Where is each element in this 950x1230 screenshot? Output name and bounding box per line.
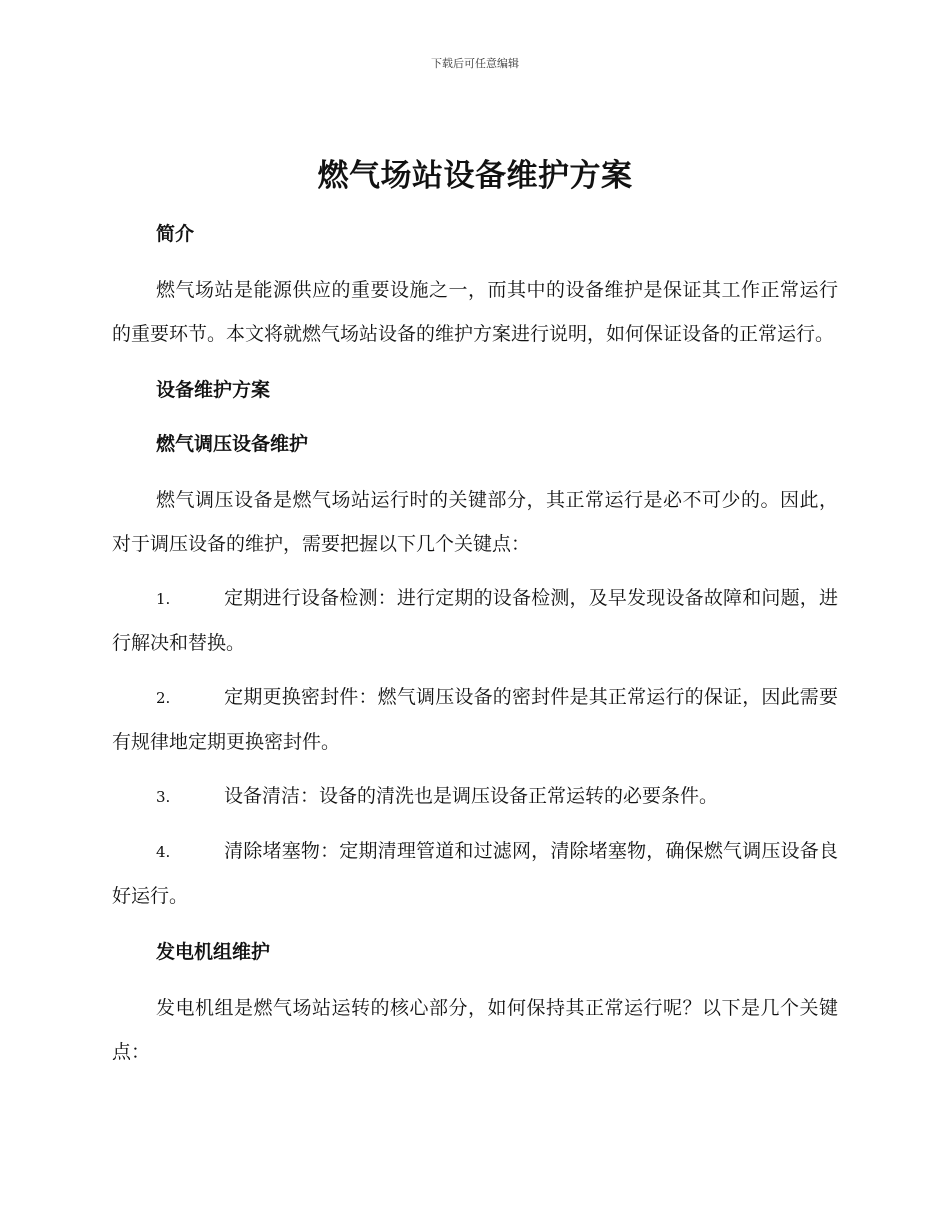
document-title: 燃气场站设备维护方案 [317,158,633,194]
list-item-text: 定期更换密封件：燃气调压设备的密封件是其正常运行的保证，因此需要有规律地定期更换密封件。 [112,686,838,753]
heading-generator: 发电机组维护 [156,941,271,963]
list-item-number: 1. [156,590,171,608]
document-body [112,200,838,1074]
list-item [112,576,838,665]
list-item [112,675,838,764]
heading-plan: 设备维护方案 [156,379,271,401]
list-item-text: 清除堵塞物：定期清理管道和过滤网，清除堵塞物，确保燃气调压设备良好运行。 [112,840,838,907]
paragraph-intro: 燃气场站是能源供应的重要设施之一，而其中的设备维护是保证其工作正常运行的重要环节。本文将就燃气场站设备的维护方案进行说明，如何保证设备的正常运行。 [112,279,838,345]
list-item-number: 3. [156,788,171,806]
list-item-number: 2. [156,689,171,707]
list-item-text: 定期进行设备检测：进行定期的设备检测，及早发现设备故障和问题，进行解决和替换。 [112,587,838,654]
list-item-number: 4. [156,843,171,861]
header-note: 下载后可任意编辑 [431,57,519,70]
heading-regulator: 燃气调压设备维护 [156,433,309,455]
list-item [112,829,838,918]
paragraph-regulator: 燃气调压设备是燃气场站运行时的关键部分，其正常运行是必不可少的。因此，对于调压设备的维护，需要把握以下几个关键点： [112,489,838,555]
heading-intro: 简介 [156,223,195,245]
list-item-text: 设备清洁：设备的清洗也是调压设备正常运转的必要条件。 [224,785,719,807]
list-item [112,774,838,819]
paragraph-generator: 发电机组是燃气场站运转的核心部分，如何保持其正常运行呢？以下是几个关键点： [112,997,838,1063]
